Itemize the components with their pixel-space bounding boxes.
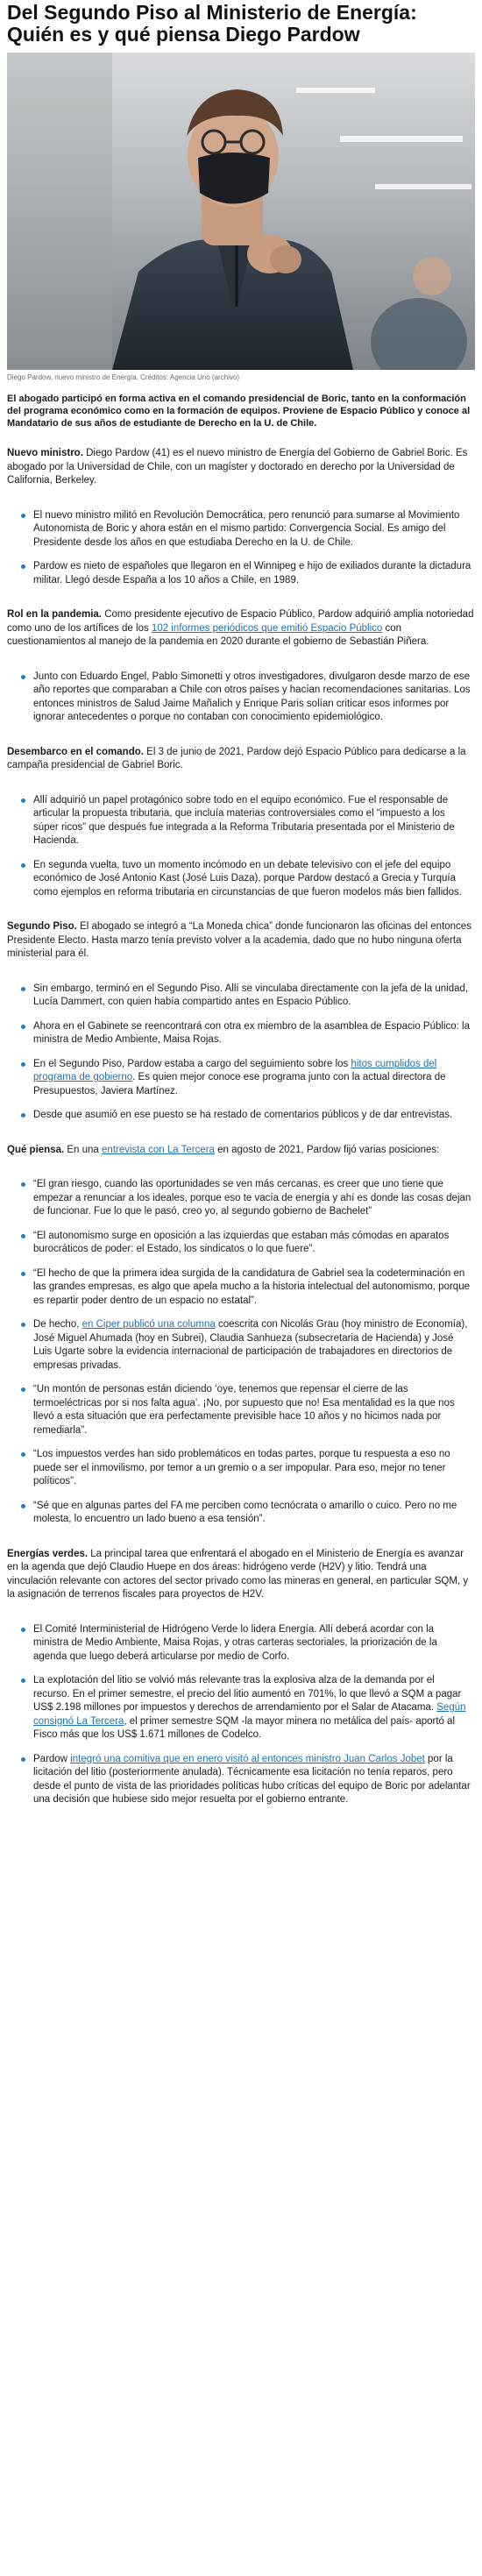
list-item: Desde que asumió en ese puesto se ha restado de comentarios públicos y de dar entrevistas.	[21, 1109, 471, 1123]
section-text: El 3 de junio de 2021, Pardow dejó Espacio Público para dedicarse a la campaña presidencial de Gabriel Boric.	[7, 746, 466, 770]
section-nuevo-ministro	[0, 447, 482, 488]
list-item: El Comité Interministerial de Hidrógeno Verde lo lidera Energía. Allí deberá acordar con la ministra de Medio Ambiente, Maisa Rojas, y otras carteras sectoriales, la priorización de la agenda que luego deberá articularse por medio de Corfo.	[21, 1623, 471, 1664]
list-item: El nuevo ministro militó en Revolución Democrática, pero renunció para sumarse al Movimiento Autonomista de Boric y ahora están en el mismo partido: Convergencia Social. Es amigo del Presidente desde los años en que estudiaba Derecho en la U. de Chile.	[21, 509, 471, 550]
photo-caption: Diego Pardow, nuevo ministro de Energía. Créditos: Agencia Uno (archivo)	[7, 373, 240, 381]
hero-photo	[7, 53, 475, 370]
list-item: Ahora en el Gabinete se reencontrará con otra ex miembro de la asamblea de Espacio Público: la ministra de Medio Ambiente, Maisa Rojas.	[21, 1020, 471, 1047]
bullet-list	[0, 787, 482, 907]
section-text: con cuestionamientos al manejo de la pandemia en 2020 durante el gobierno de Sebastián Piñera.	[7, 622, 429, 647]
section-text: El abogado se integró a “La Moneda chica” donde funcionaron las oficinas del entonces Presidente Electo. Hasta marzo tenía previsto volver a la academia, dado que no hubo ninguna oferta ministerial para él.	[7, 921, 471, 959]
item-text: por la licitación del litio (posteriormente anulada). Técnicamente esa licitación no tenía reparos, pero desde el punto de vista de las prioridades políticas hubo críticas del equipo de Boric por adelantar una decisión que hubiese sido mejor resuelta por el gobierno entrante.	[33, 1753, 471, 1805]
list-item	[21, 1674, 471, 1742]
section-text: Diego Pardow (41) es el nuevo ministro de Energía del Gobierno de Gabriel Boric. Es abogado por la Universidad de Chile, con un magíster y doctorado en derecho por la Universidad de California, Berkeley.	[7, 448, 468, 486]
list-item: “El hecho de que la primera idea surgida de la candidatura de Gabriel sea la codeterminación en las grandes empresas, es algo que apela mucho a la historia intelectual del autonomismo, porque es repartir poder dentro de un espacio no estatal”.	[21, 1267, 471, 1309]
tercera-link[interactable]: Según consignó La Tercera	[33, 1702, 466, 1727]
list-item: “El gran riesgo, cuando las oportunidades se ven más cercanas, es creer que uno tiene que empezar a renunciar a los ideales, porque eso te vacía de energía y ahí es donde las cosas dejan de funcionar. Fue lo que le pasó, creo yo, al segundo gobierno de Bachelet”	[21, 1178, 471, 1219]
section-heading: Rol en la pandemia.	[7, 609, 102, 620]
hitos-link[interactable]: hitos cumplidos del programa de gobierno	[33, 1058, 437, 1082]
section-text: Como presidente ejecutivo de Espacio Público, Pardow adquirió amplia notoriedad como uno de los artífices de los	[7, 609, 474, 634]
list-item: Sin embargo, terminó en el Segundo Piso. Allí se vinculaba directamente con la jefa de la unidad, Lucía Dammert, con quien había compartido antes en Espacio Público.	[21, 983, 471, 1010]
list-item	[21, 1058, 471, 1099]
section-heading: Nuevo ministro.	[7, 448, 83, 458]
item-text: , el primer semestre SQM -la mayor minera no metálica del país- aportó al Fisco más que los US$ 1.671 millones de Codelco.	[33, 1715, 456, 1740]
list-item: Allí adquirió un papel protagónico sobre todo en el equipo económico. Fue el responsable de articular la propuesta tributaria, que incluía materias controversiales como el “impuesto a los súper ricos” que después fue integrada a la Reforma Tributaria presentada por el Ministerio de Hacienda.	[21, 794, 471, 848]
list-item	[21, 1753, 471, 1807]
bullet-list	[0, 1616, 482, 1814]
article-lead: El abogado participó en forma activa en el comando presidencial de Boric, tanto en la conformación del programa económico como en la formación de equipos. Proviene de Espacio Público y conoce al Mandatario de sus años de estudiante de Derecho en la U. de Chile.	[7, 394, 471, 429]
article-title: Del Segundo Piso al Ministerio de Energía: Quién es y qué piensa Diego Pardow	[7, 1, 417, 46]
item-text: La explotación del litio se volvió más relevante tras la explosiva alza de la demanda por el recurso. En el primer semestre, el precio del litio aumentó en 701%, lo que llevó a SQM a pagar US$ 2.198 millones por impuestos y derechos de arrendamiento por el Salar de Atacama.	[33, 1675, 462, 1713]
section-text: En una	[64, 1144, 103, 1155]
item-text: . Es quien mejor conoce ese programa junto con la actual directora de Presupuestos, Javiera Martínez.	[33, 1072, 446, 1096]
section-que-piensa	[0, 1144, 482, 1158]
list-item	[21, 1318, 471, 1373]
jobet-link[interactable]: integró una comitiva que en enero visitó al entonces ministro Juan Carlos Jobet	[70, 1753, 425, 1764]
bullet-list	[0, 502, 482, 595]
list-item: “Un montón de personas están diciendo ‘oye, tenemos que repensar el cierre de las termoeléctricas por si nos falta agua’. ¡No, por supuesto que no! Esa mentalidad es la que nos llevó a esta situación que era perfectamente previsible hace 10 años y no hicimos nada por remediarla”.	[21, 1383, 471, 1437]
bullet-list	[0, 976, 482, 1130]
list-item: Pardow es nieto de españoles que llegaron en el Winnipeg e hijo de exiliados durante la dictadura militar. Llegó desde España a los 10 años a Chile, en 1989.	[21, 560, 471, 587]
bullet-list	[0, 664, 482, 732]
section-segundo-piso	[0, 920, 482, 962]
section-pandemia	[0, 608, 482, 649]
entrevista-link[interactable]: entrevista con La Tercera	[102, 1144, 215, 1155]
list-item: “El autonomismo surge en oposición a las izquierdas que estaban más cómodas en aparatos burocráticos de poder: el Estado, los sindicatos o lo que fuere”.	[21, 1230, 471, 1257]
item-text: Pardow	[33, 1753, 71, 1764]
ciper-link[interactable]: en Ciper publicó una columna	[82, 1319, 216, 1330]
section-heading: Desembarco en el comando.	[7, 746, 144, 757]
section-comando	[0, 746, 482, 773]
list-item: En segunda vuelta, tuvo un momento incómodo en un debate televisivo con el jefe del equipo económico de José Antonio Kast (José Luis Daza), porque Pardow destacó a Grecia y Turquía como ejemplos en reforma tributaria en circunstancias de que fueron modelos más bien fallidos.	[21, 859, 471, 900]
item-text: coescrita con Nicolás Grau (hoy ministro de Economía), José Miguel Ahumada (hoy en Subrei), Claudia Sanhueza (subsecretaria de Hacienda) y José Luis Ugarte sobre la evidencia internacional de participación de trabajadores en directorios de empresas privadas.	[33, 1319, 468, 1371]
section-heading: Energías verdes.	[7, 1548, 89, 1559]
informes-link[interactable]: 102 informes periódicos que emitió Espacio Público	[151, 622, 383, 634]
item-text: De hecho,	[33, 1319, 82, 1330]
bullet-list	[0, 1171, 482, 1534]
item-text: En el Segundo Piso, Pardow estaba a cargo del seguimiento sobre los	[33, 1058, 351, 1069]
photo-illustration	[7, 53, 475, 370]
section-heading: Qué piensa.	[7, 1144, 65, 1155]
section-energias-verdes	[0, 1548, 482, 1602]
list-item: “Sé que en algunas partes del FA me perciben como tecnócrata o amarillo o cuico. Pero no me molesta, lo encuentro un lado bueno a esa tensión”.	[21, 1500, 471, 1527]
list-item: Junto con Eduardo Engel, Pablo Simonetti y otros investigadores, divulgaron desde marzo de ese año reportes que comparaban a Chile con otros países y hacían recomendaciones sanitarias. Los entonces ministros de Salud Jaime Mañalich y Enrique Paris solían criticar esos informes por ignorar antecedentes o porque no contaban con conocimiento epidemiológico.	[21, 671, 471, 725]
section-heading: Segundo Piso.	[7, 921, 77, 932]
section-text: en agosto de 2021, Pardow fijó varias posiciones:	[214, 1144, 440, 1155]
list-item: “Los impuestos verdes han sido problemáticos en todas partes, porque tu respuesta a eso no puede ser el inmovilismo, por temor a un gremio o a ser impopular. Para eso, mejor no tener políticos”.	[21, 1448, 471, 1489]
section-text: La principal tarea que enfrentará el abogado en el Ministerio de Energía es avanzar en la agenda que dejó Claudio Huepe en dos áreas: hidrógeno verde (H2V) y litio. Tendrá una vinculación relevante con actores del sector privado como las mineras en general, en particular SQM, y la asignación de terrenos fiscales para proyectos de H2V.	[7, 1548, 469, 1600]
